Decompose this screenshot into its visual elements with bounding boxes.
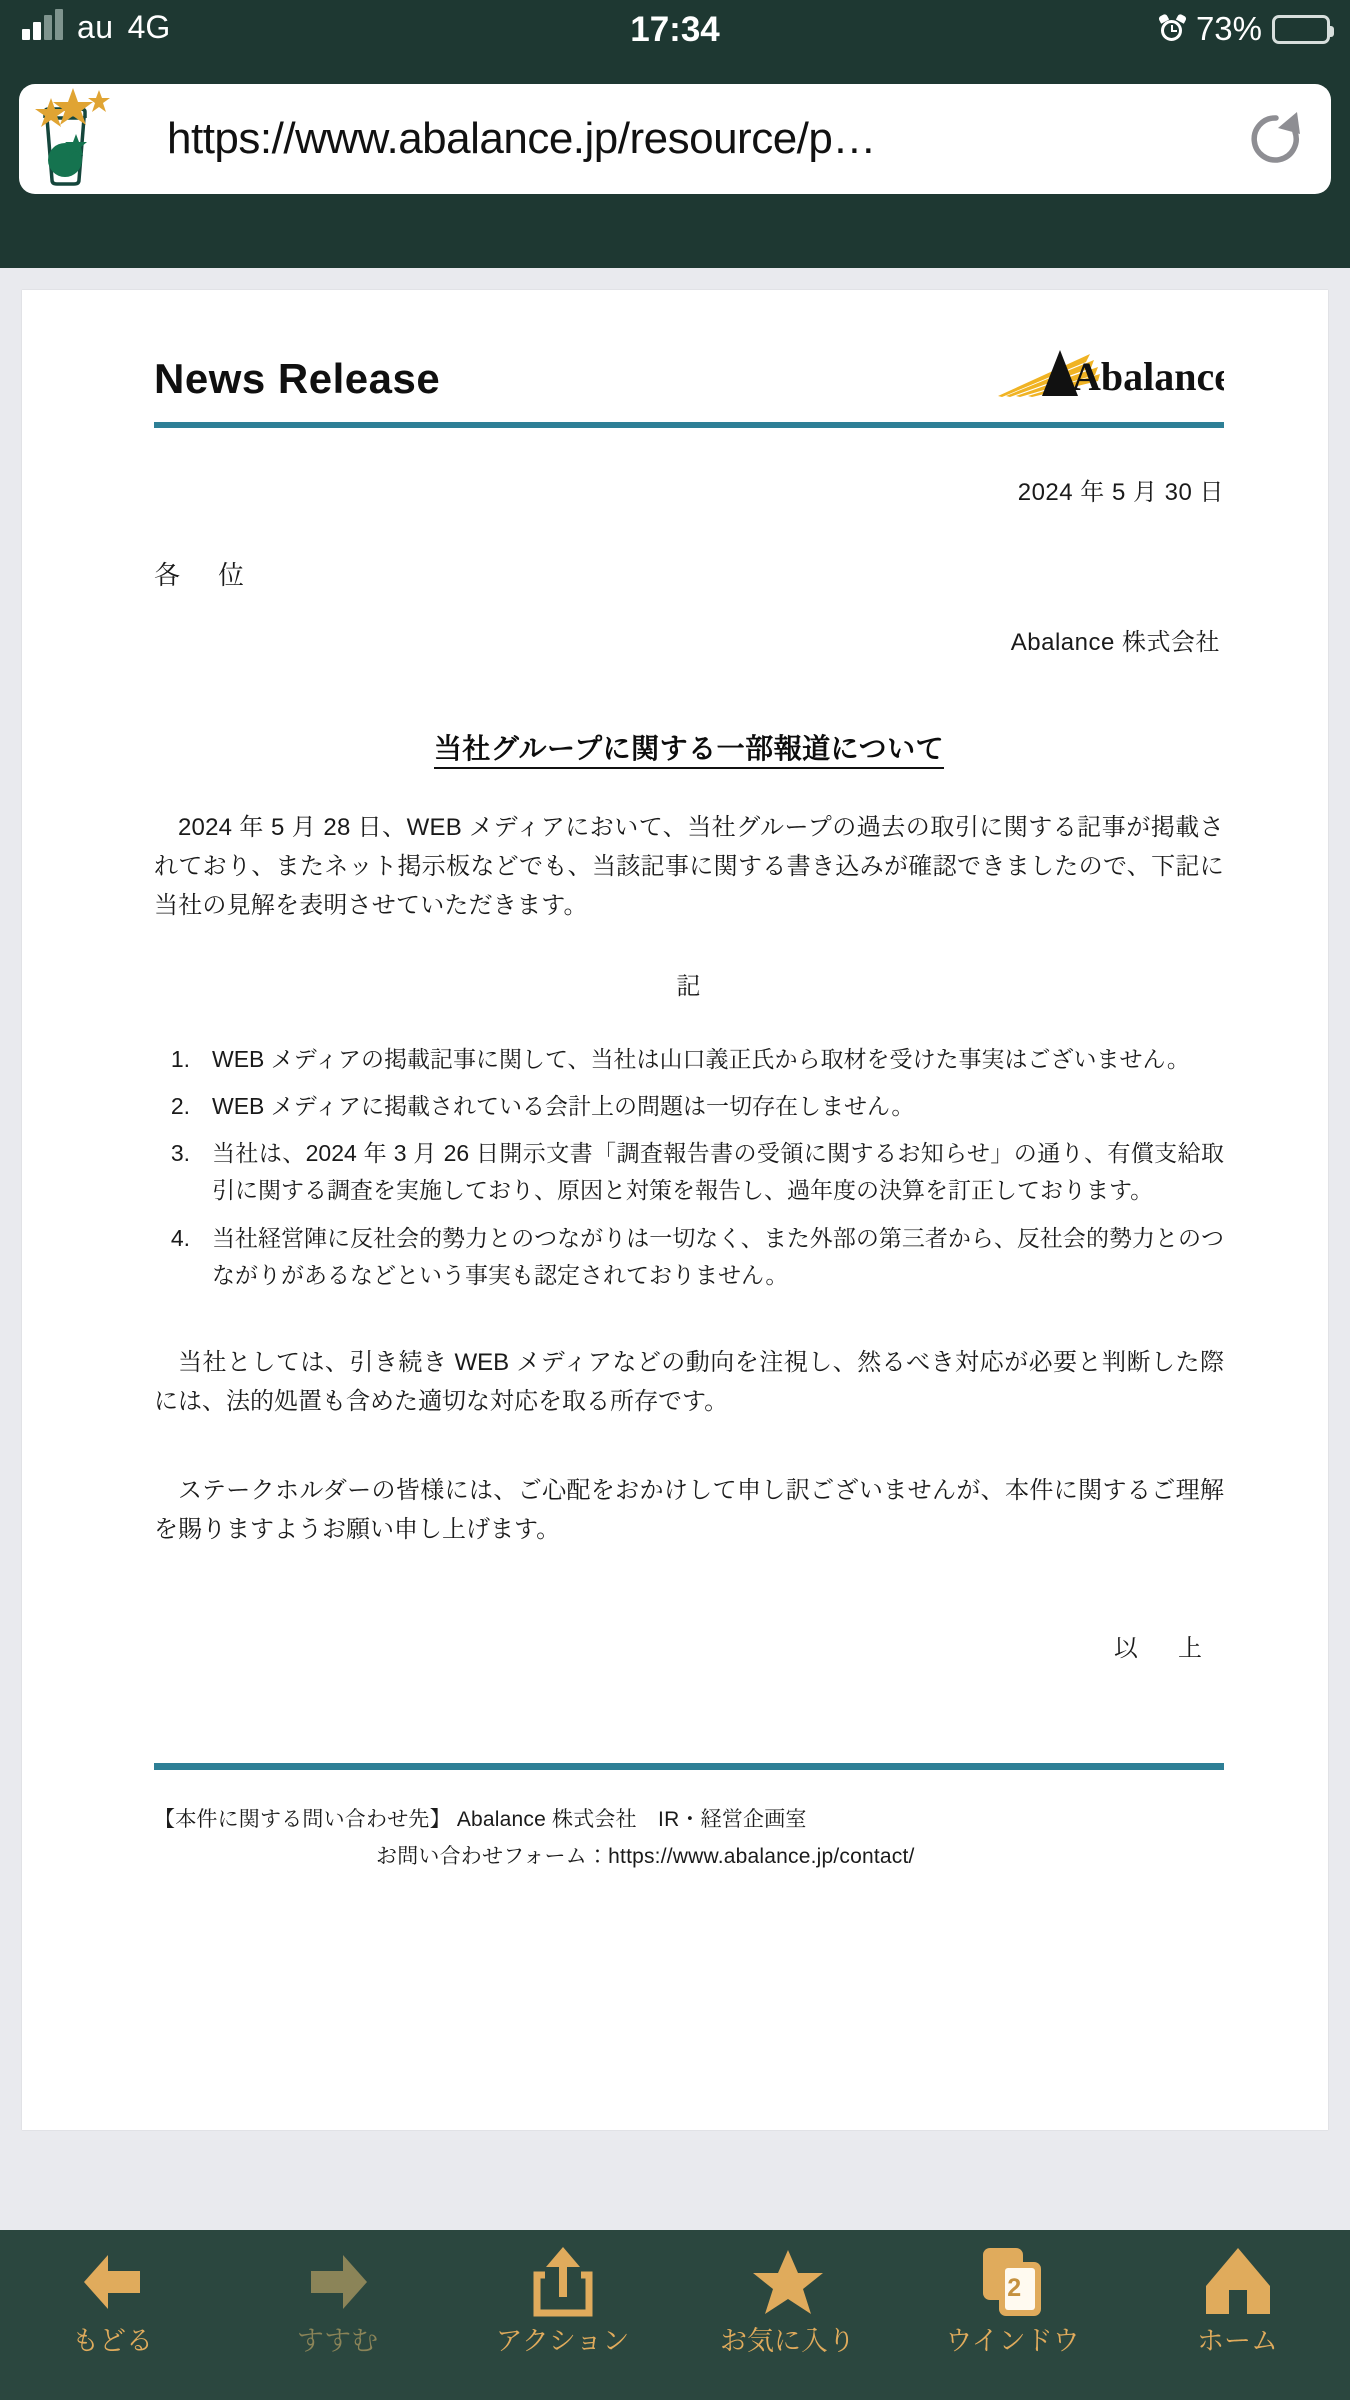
list-item-number: 1. [170, 1045, 190, 1072]
trash-can-with-stars-icon [19, 84, 127, 194]
battery-percent-label: 73% [1195, 10, 1262, 47]
toolbar-windows-button[interactable] [918, 2244, 1108, 2355]
lead-paragraph: 2024 年 5 月 28 日、WEB メディアにおいて、当社グループの過去の取引に関する記事が掲載されており、またネット掲示板などでも、当該記事に関する書き込みが確認できましたので、下記に当社の見解を表明させていただきます。 [154, 814, 1224, 919]
list-item-number: 4. [170, 1224, 190, 1251]
share-action-icon [528, 2244, 598, 2320]
document-headline-text: 当社グループに関する一部報道について [434, 733, 944, 769]
svg-text:Abalance: Abalance [1072, 354, 1224, 399]
list-item-text: WEB メディアの掲載記事に関して、当社は山口義正氏から取材を受けた事実はございません。 [212, 1045, 1190, 1072]
carrier-label: au [77, 9, 114, 45]
toolbar-bookmarks-button[interactable] [693, 2244, 883, 2355]
footer-contact-form-line: お問い合わせフォーム：https://www.abalance.jp/contact/ [376, 1845, 915, 1869]
status-bar [0, 0, 1350, 62]
list-item-number: 3. [170, 1140, 190, 1167]
closing-paragraph-1: 当社としては、引き続き WEB メディアなどの動向を注視し、然るべき対応が必要と判断した際には、法的処置も含めた適切な対応を取る所存です。 [154, 1349, 1224, 1415]
header-divider [154, 422, 1224, 428]
battery-icon [1272, 15, 1330, 44]
page-viewport[interactable] [0, 268, 1350, 2230]
toolbar-windows-label: ウインドウ [945, 2326, 1080, 2356]
reload-icon[interactable] [1221, 84, 1331, 194]
toolbar-back-button[interactable] [18, 2244, 208, 2355]
toolbar-home-button[interactable] [1143, 2244, 1333, 2355]
document-date: 2024 年 5 月 30 日 [1017, 479, 1224, 506]
list-item [154, 1220, 1224, 1295]
list-item [154, 1041, 1224, 1078]
list-item-text: WEB メディアに掲載されている会計上の問題は一切存在しません。 [212, 1092, 915, 1119]
list-item-text: 当社経営陣に反社会的勢力とのつながりは一切なく、また外部の第三者から、反社会的勢力とのつながりがあるなどという事実も認定されておりません。 [212, 1224, 1224, 1288]
abalance-logo [994, 344, 1224, 404]
home-icon [1200, 2244, 1276, 2320]
footer-divider [154, 1763, 1224, 1770]
list-item-text: 当社は、2024 年 3 月 26 日開示文書「調査報告書の受領に関するお知らせ」の通り、有償支給取引に関する調査を実施しており、原因と対策を報告し、過年度の決算を訂正しております。 [212, 1140, 1224, 1204]
toolbar-forward-label: すすむ [296, 2326, 379, 2356]
status-bar-right [1159, 10, 1330, 48]
forward-arrow-icon [303, 2244, 373, 2320]
toolbar-action-label: アクション [495, 2326, 630, 2356]
status-bar-clock: 17:34 [630, 10, 720, 49]
alarm-clock-icon [1159, 16, 1186, 43]
ki-marker: 記 [676, 972, 702, 1000]
numbered-list [154, 1041, 1224, 1295]
toolbar-forward-button[interactable] [243, 2244, 433, 2355]
list-item [154, 1135, 1224, 1210]
document-headline [154, 727, 1224, 767]
star-bookmark-icon [750, 2244, 826, 2320]
windows-tabs-icon [975, 2244, 1051, 2320]
page-title: News Release [154, 355, 441, 402]
list-item-number: 2. [170, 1092, 190, 1119]
closing-paragraph-2: ステークホルダーの皆様には、ご心配をおかけして申し訳ございませんが、本件に関するご理解を賜りますようお願い申し上げます。 [154, 1476, 1224, 1543]
footer-contact-line: 【本件に関する問い合わせ先】 Abalance 株式会社 IR・経営企画室 [154, 1807, 807, 1831]
footer-contact-block [154, 1804, 1224, 1873]
document-addressee: 各 位 [154, 560, 251, 590]
document-company: Abalance 株式会社 [1010, 629, 1220, 656]
document-signoff: 以 上 [1114, 1634, 1210, 1662]
back-arrow-icon [78, 2244, 148, 2320]
network-type-label: 4G [127, 9, 171, 45]
browser-chrome [0, 0, 1350, 268]
toolbar-bookmarks-label: お気に入り [720, 2326, 855, 2356]
document-header [154, 344, 1224, 412]
url-text[interactable]: https://www.abalance.jp/resource/p… [167, 114, 876, 163]
window-count-badge: 2 [1007, 2273, 1022, 2302]
list-item [154, 1088, 1224, 1125]
url-bar[interactable] [19, 84, 1331, 194]
toolbar-home-label: ホーム [1197, 2326, 1278, 2356]
toolbar-back-label: もどる [72, 2326, 153, 2356]
pdf-document-sheet [22, 290, 1328, 2130]
browser-bottom-toolbar [0, 2230, 1350, 2400]
toolbar-action-button[interactable] [468, 2244, 658, 2355]
